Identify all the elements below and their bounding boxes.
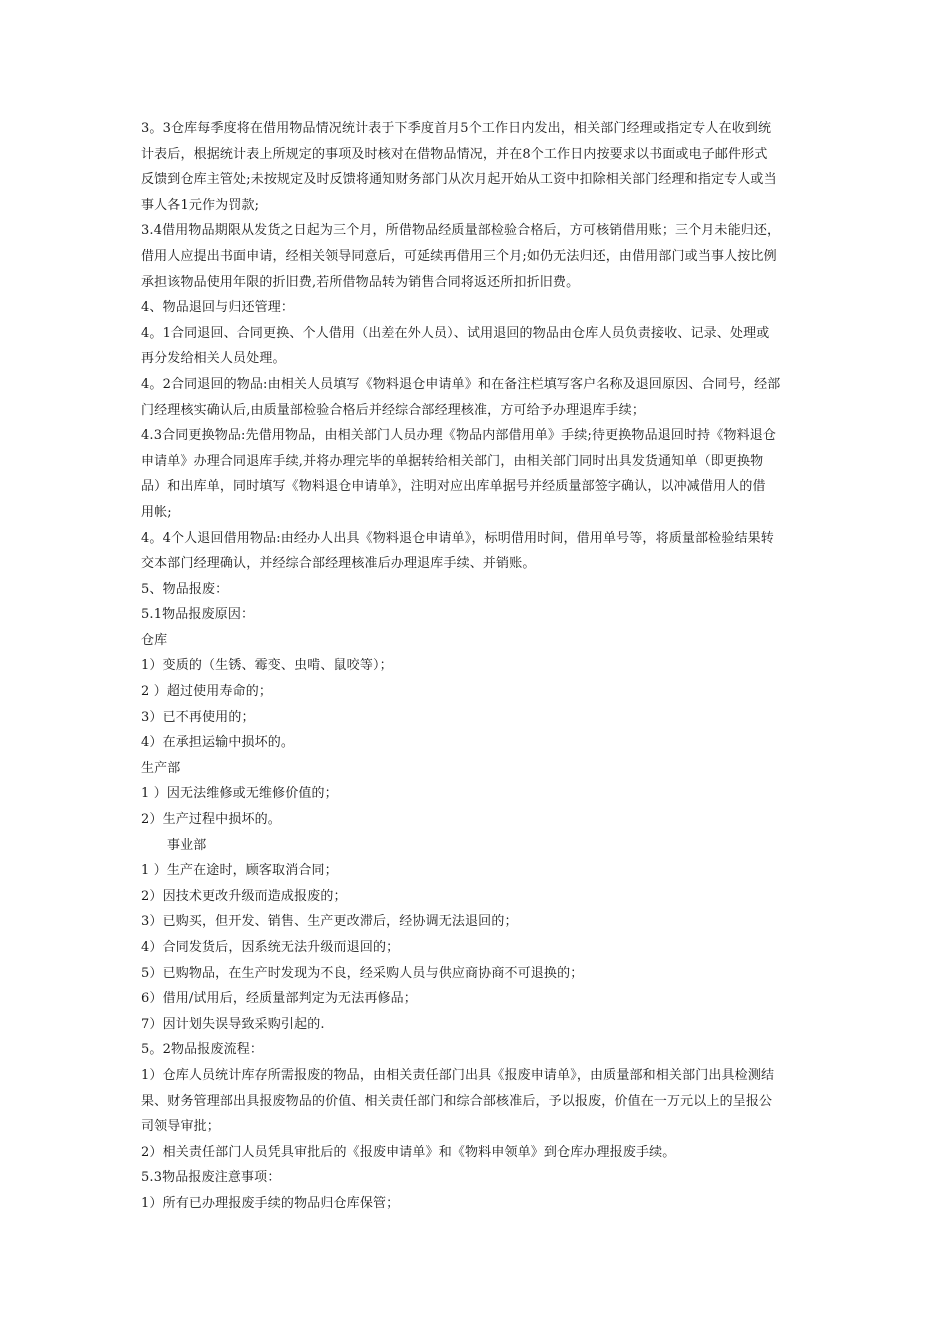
text-line: 3.4借用物品期限从发货之日起为三个月，所借物品经质量部检验合格后，方可核销借用账；三个月未能归还， <box>141 223 781 239</box>
text-line: 果、财务管理部出具报废物品的价值、相关责任部门和综合部核准后，予以报废，价值在一万元以上的呈报公 <box>141 1093 773 1109</box>
list-item: 2）生产过程中损坏的。 <box>141 812 281 828</box>
section-heading: 5、物品报废： <box>141 581 229 597</box>
text-line: 门经理核实确认后,由质量部检验合格后并经综合部经理核准，方可给予办理退库手续； <box>141 402 645 418</box>
text-line: 反馈到仓库主管处;未按规定及时反馈将通知财务部门从次月起开始从工资中扣除相关部门经理和指定专人或当 <box>141 172 777 188</box>
text-line: 事人各1元作为罚款; <box>141 197 260 213</box>
list-item: 4）在承担运输中损坏的。 <box>141 735 295 751</box>
subsection-heading: 5。2物品报废流程： <box>141 1042 264 1058</box>
list-item: 2 ）超过使用寿命的； <box>141 684 273 700</box>
text-line: 3。3仓库每季度将在借用物品情况统计表于下季度首月5个工作日内发出，相关部门经理或指定专人在收到统 <box>141 121 772 136</box>
list-item: 7）因计划失误导致采购引起的. <box>141 1016 325 1032</box>
list-item: 4）合同发货后，因系统无法升级而退回的； <box>141 940 400 955</box>
text-line: 4。1合同退回、合同更换、个人借用（出差在外人员）、试用退回的物品由仓库人员负责接收、记录、处理或 <box>141 325 770 341</box>
list-item: 3）已购买，但开发、销售、生产更改滞后，经协调无法退回的； <box>141 914 518 930</box>
text-line: 再分发给相关人员处理。 <box>141 351 286 367</box>
text-line: 司领导审批； <box>141 1119 220 1135</box>
document-body <box>141 116 821 1217</box>
text-line: 4。4个人退回借用物品:由经办人出具《物料退仓申请单》，标明借用时间，借用单号等，将质量部检验结果转 <box>141 530 774 546</box>
text-line: 交本部门经理确认，并经综合部经理核准后办理退库手续、并销账。 <box>141 556 536 572</box>
text-line: 4.3合同更换物品:先借用物品，由相关部门人员办理《物品内部借用单》手续;待更换物品退回时持《物料退仓 <box>141 428 777 444</box>
text-line: 计表后，根据统计表上所规定的事项及时核对在借物品情况，并在8个工作日内按要求以书面或电子邮件形式 <box>141 146 768 162</box>
list-item: 1 ）因无法维修或无维修价值的； <box>141 786 338 802</box>
text-line: 申请单》办理合同退库手续,并将办理完毕的单据转给相关部门，由相关部门同时出具发货通知单（即更换物 <box>141 453 764 469</box>
text-line: 承担该物品使用年限的折旧费,若所借物品转为销售合同将返还所扣折旧费。 <box>141 274 580 290</box>
list-item: 1 ）生产在途时，顾客取消合同； <box>141 863 338 879</box>
list-item: 2）因技术更改升级而造成报废的； <box>141 888 347 904</box>
subsection-heading: 5.3物品报废注意事项： <box>141 1170 281 1186</box>
list-item: 1）所有已办理报废手续的物品归仓库保管； <box>141 1195 400 1211</box>
list-item: 5）已购物品，在生产时发现为不良，经采购人员与供应商协商不可退换的； <box>141 965 584 981</box>
text-line: 1）仓库人员统计库存所需报废的物品，由相关责任部门出具《报废申请单》，由质量部和相关部门出具检测结 <box>141 1067 775 1083</box>
section-heading: 4、物品退回与归还管理： <box>141 300 295 316</box>
list-item: 3）已不再使用的； <box>141 709 255 725</box>
text-line: 2）相关责任部门人员凭具审批后的《报废申请单》和《物料申领单》到仓库办理报废手续。 <box>141 1144 676 1160</box>
department-label: 生产部 <box>141 760 181 776</box>
department-label: 事业部 <box>167 837 207 853</box>
list-item: 6）借用/试用后，经质量部判定为无法再修品； <box>141 991 417 1007</box>
department-label: 仓库 <box>141 632 168 648</box>
text-line: 借用人应提出书面申请，经相关领导同意后，可延续再借用三个月;如仍无法归还，由借用部门或当事人按比例 <box>141 248 777 264</box>
subsection-heading: 5.1物品报废原因： <box>141 607 255 623</box>
text-line: 品）和出库单，同时填写《物料退仓申请单》，注明对应出库单据号并经质量部签字确认，以冲减借用人的借 <box>141 479 766 495</box>
text-line: 用帐; <box>141 504 172 520</box>
text-line: 4。2合同退回的物品:由相关人员填写《物料退仓申请单》和在备注栏填写客户名称及退回原因、合同号，经部 <box>141 376 781 392</box>
list-item: 1）变质的（生锈、霉变、虫啃、鼠咬等）； <box>141 658 393 674</box>
